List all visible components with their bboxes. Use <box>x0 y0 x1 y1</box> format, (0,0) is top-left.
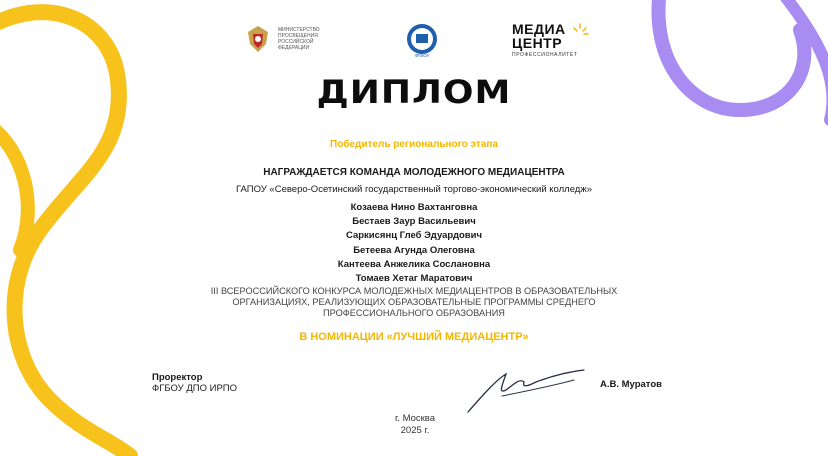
irpo-seal-icon <box>405 22 439 58</box>
signer-organization: ФГБОУ ДПО ИРПО <box>152 383 238 394</box>
sparkle-icon <box>570 22 590 42</box>
handwritten-signature <box>462 366 592 418</box>
eagle-emblem-icon <box>244 24 272 54</box>
subtitle: Победитель регионального этапа <box>330 139 498 150</box>
place-and-date <box>380 413 450 437</box>
team-members-list <box>0 201 828 286</box>
city: г. Москва <box>394 413 436 424</box>
contest-description <box>0 286 828 319</box>
signer-block <box>152 372 237 394</box>
team-member-name: Саркисянц Глеб Эдуардович <box>345 230 482 242</box>
irpo-logo-text: ФГБОУ <box>414 53 430 58</box>
college-name: ГАПОУ «Северо-Осетинский государственный торгово-экономический колледж» <box>236 184 592 195</box>
ministry-logo-text: МИНИСТЕРСТВО ПРОСВЕЩЕНИЯ РОССИЙСКОЙ ФЕДЕРАЦИИ <box>278 27 320 51</box>
award-line: НАГРАЖДАЕТСЯ КОМАНДА МОЛОДЕЖНОГО МЕДИАЦЕНТРА <box>263 167 565 178</box>
team-member-name: Бестаев Заур Васильевич <box>352 216 476 228</box>
team-member-name: Бетеева Агунда Олеговна <box>353 244 475 256</box>
team-member-name: Козаева Нино Вахтанговна <box>350 202 478 213</box>
contest-line: III ВСЕРОССИЙСКОГО КОНКУРСА МОЛОДЕЖНЫХ МЕДИАЦЕНТРОВ В ОБРАЗОВАТЕЛЬНЫХ <box>210 286 618 296</box>
year: 2025 г. <box>400 425 430 436</box>
logo-bar <box>0 20 828 64</box>
team-member-name: Кантеева Анжелика Сослановна <box>337 258 491 270</box>
signer-position: Проректор <box>152 372 203 383</box>
media-center-logo <box>512 22 590 58</box>
nomination: В НОМИНАЦИИ «ЛУЧШИЙ МЕДИАЦЕНТР» <box>299 331 529 343</box>
media-logo-line1: МЕДИА <box>512 21 566 37</box>
ministry-logo <box>244 24 334 54</box>
contest-line: ПРОФЕССИОНАЛЬНОГО ОБРАЗОВАНИЯ <box>323 308 505 318</box>
contest-line: ОРГАНИЗАЦИЯХ, РЕАЛИЗУЮЩИХ ОБРАЗОВАТЕЛЬНЫЕ ПРОГРАММЫ СРЕДНЕГО <box>232 297 596 307</box>
team-member-name: Томаев Хетаг Маратович <box>355 273 473 285</box>
diploma-title: ДИПЛОМ <box>316 74 512 111</box>
signer-name: А.В. Муратов <box>600 379 662 390</box>
media-logo-line2: ЦЕНТР <box>512 35 563 51</box>
media-logo-line3: ПРОФЕССИОНАЛИТЕТ <box>512 52 578 58</box>
irpo-logo <box>405 22 439 63</box>
